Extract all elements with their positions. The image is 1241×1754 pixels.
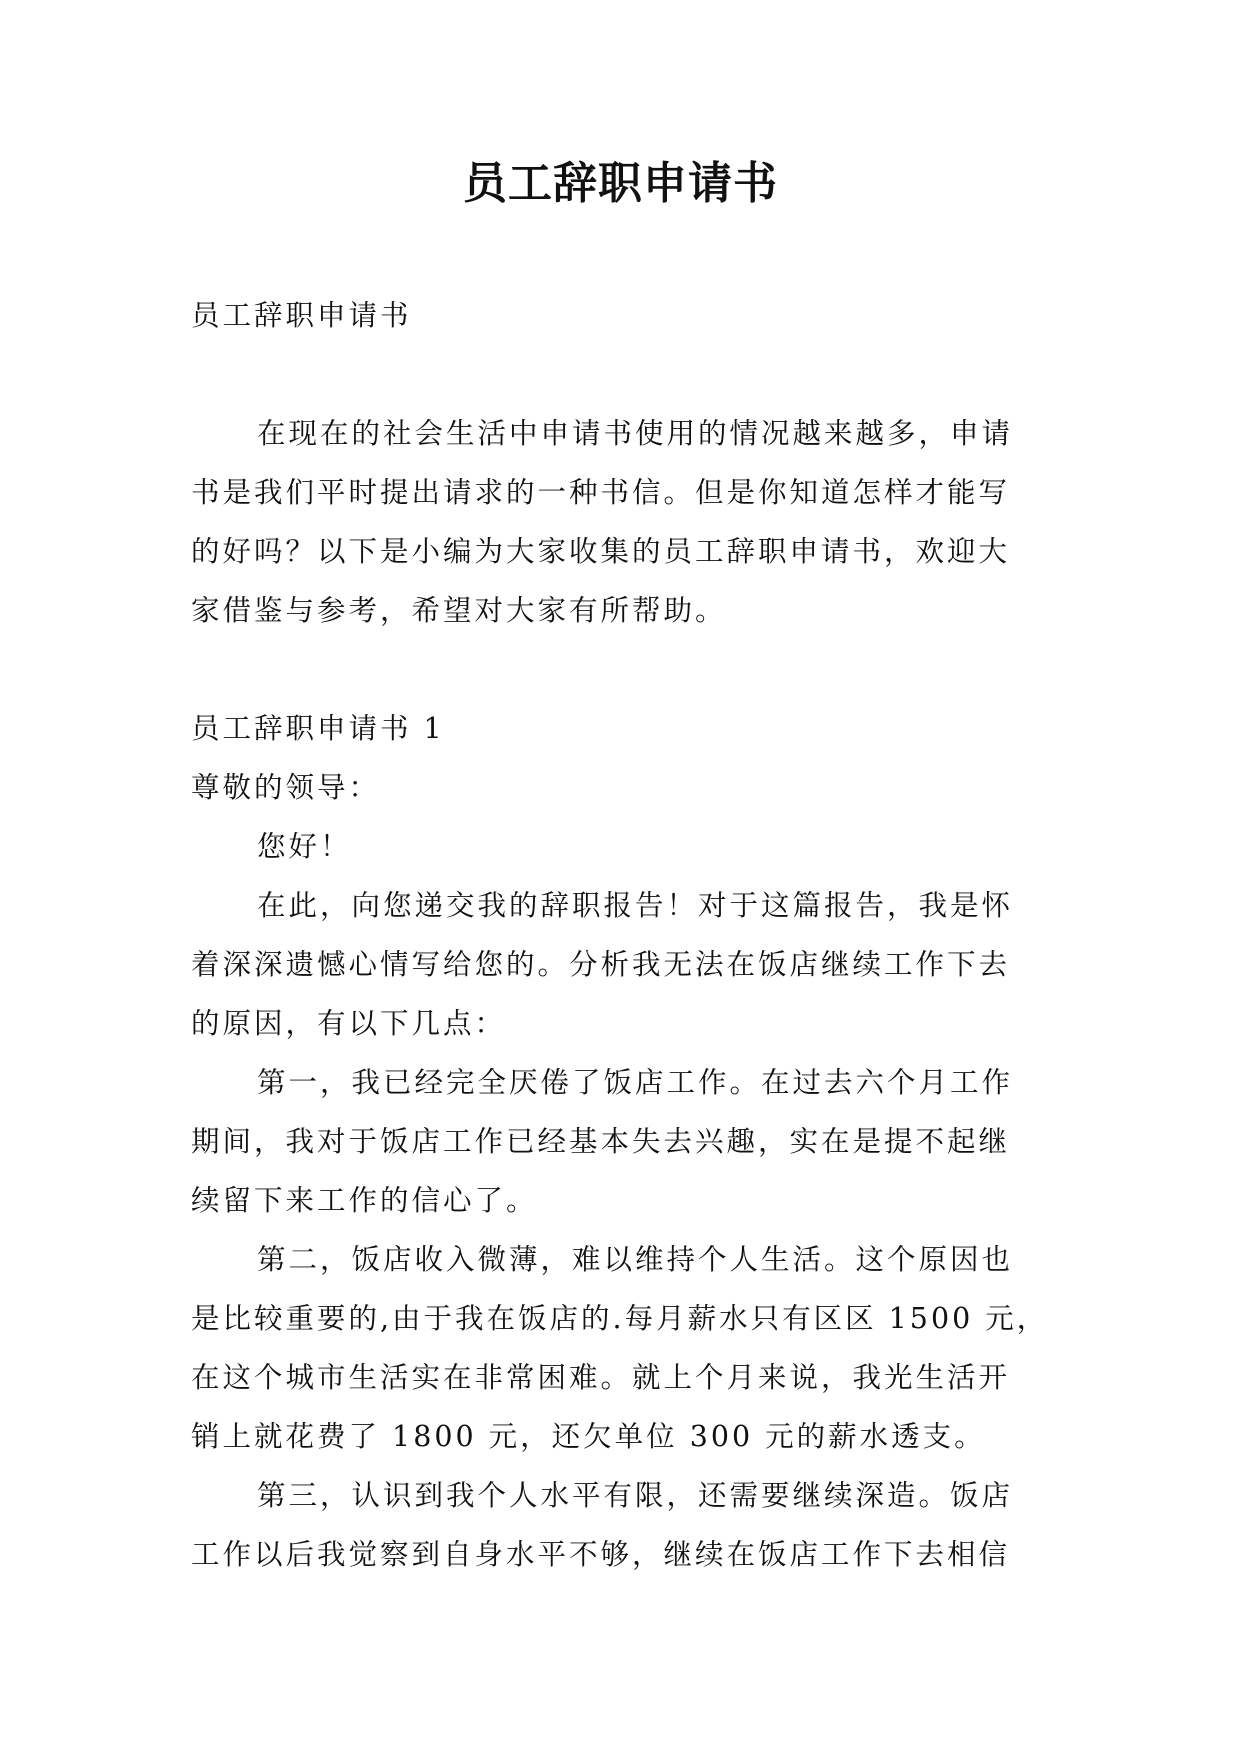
text-line: 期间，我对于饭店工作已经基本失去兴趣，实在是提不起继 (191, 1125, 1011, 1158)
body-paragraph (191, 1230, 1051, 1466)
document-content (191, 286, 1051, 1584)
document-subtitle: 员工辞职申请书 (191, 299, 412, 332)
text-line: 在这个城市生活实在非常困难。就上个月来说，我光生活开 (191, 1361, 1011, 1394)
body-paragraph (191, 1053, 1051, 1230)
text-line: 第二，饭店收入微薄，难以维持个人生活。这个原因也 (257, 1243, 1014, 1276)
text-line: 在现在的社会生活中申请书使用的情况越来越多，申请 (257, 417, 1014, 450)
document-title: 员工辞职申请书 (463, 158, 778, 209)
text-line: 的好吗？以下是小编为大家收集的员工辞职申请书，欢迎大 (191, 535, 1011, 568)
text-line: 在此，向您递交我的辞职报告！对于这篇报告，我是怀 (257, 889, 1014, 922)
body-paragraph (191, 876, 1051, 1053)
text-line: 第三，认识到我个人水平有限，还需要继续深造。饭店 (257, 1479, 1014, 1512)
text-line: 书是我们平时提出请求的一种书信。但是你知道怎样才能写 (191, 476, 1011, 509)
text-line: 销上就花费了 1800 元，还欠单位 300 元的薪水透支。 (191, 1420, 986, 1453)
text-line: 第一，我已经完全厌倦了饭店工作。在过去六个月工作 (257, 1066, 1014, 1099)
text-line: 工作以后我觉察到自身水平不够，继续在饭店工作下去相信 (191, 1538, 1011, 1571)
text-line: 着深深遗憾心情写给您的。分析我无法在饭店继续工作下去 (191, 948, 1011, 981)
section-title: 员工辞职申请书 1 (191, 712, 445, 745)
spacer (191, 345, 1051, 404)
body-paragraph (191, 1466, 1051, 1584)
greeting: 您好！ (257, 830, 352, 863)
text-line: 续留下来工作的信心了。 (191, 1184, 538, 1217)
text-line: 家借鉴与参考，希望对大家有所帮助。 (191, 594, 727, 627)
intro-paragraph (191, 404, 1051, 640)
text-line: 的原因，有以下几点： (191, 1007, 507, 1040)
spacer (191, 640, 1051, 699)
text-line: 是比较重要的,由于我在饭店的.每月薪水只有区区 1500 元， (191, 1302, 1049, 1335)
salutation: 尊敬的领导： (191, 771, 381, 804)
